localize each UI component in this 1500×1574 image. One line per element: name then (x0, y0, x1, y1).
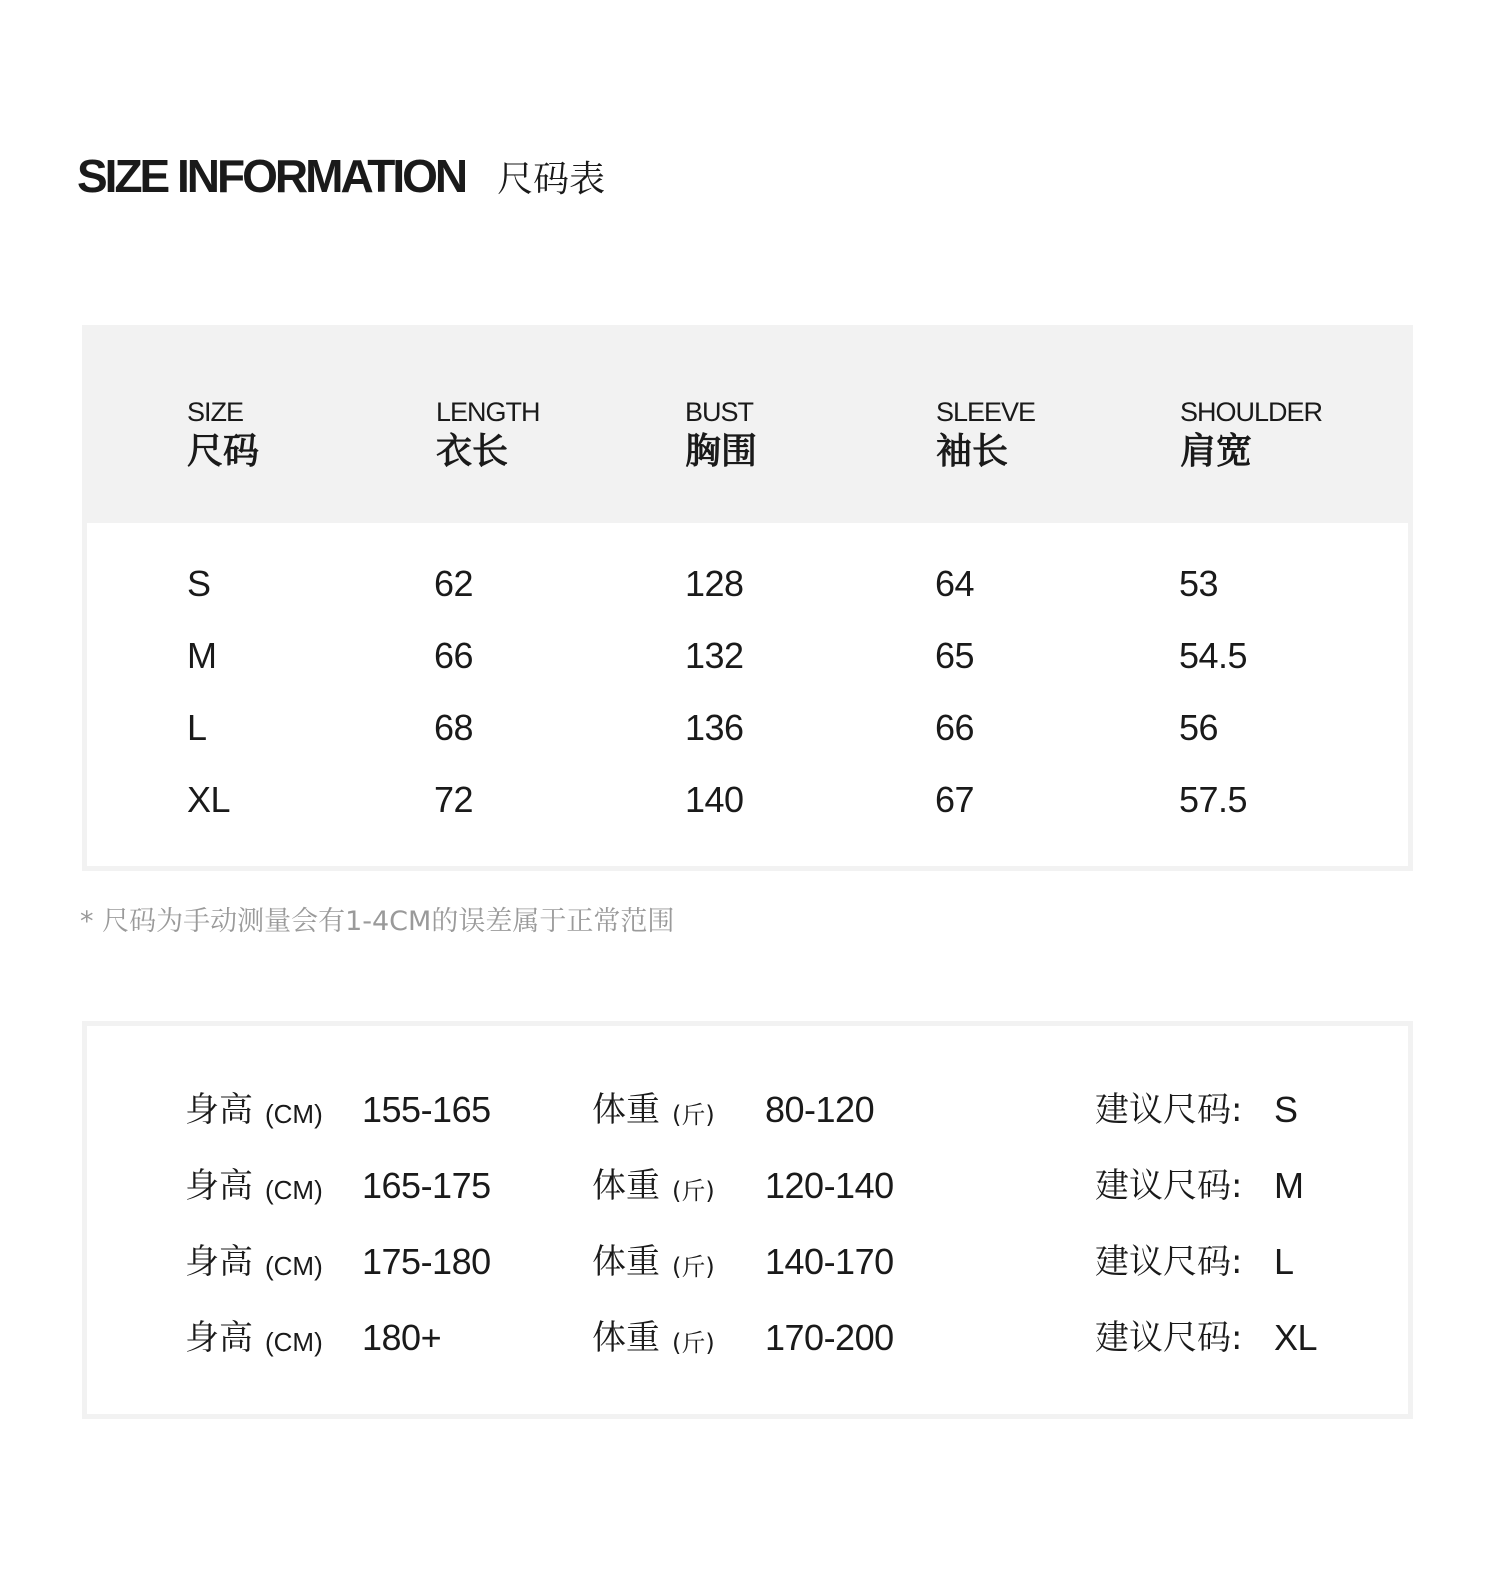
header-length (436, 396, 540, 474)
header-sleeve-en: SLEEVE (936, 397, 1036, 427)
size-table (82, 325, 1413, 871)
cell-shoulder: 56 (1179, 707, 1219, 748)
cell-size: M (187, 635, 217, 676)
weight-value: 80-120 (765, 1089, 875, 1130)
size-table-header (87, 330, 1408, 523)
height-unit: (CM) (265, 1175, 323, 1205)
cell-sleeve: 65 (935, 635, 975, 676)
weight-value: 170-200 (765, 1317, 894, 1358)
cell-length: 68 (434, 707, 474, 748)
weight-label (592, 1300, 715, 1383)
table-row (87, 548, 1408, 620)
height-value: 165-175 (362, 1165, 491, 1206)
height-label-text: 身高 (185, 1318, 253, 1358)
weight-label-text: 体重 (592, 1318, 660, 1358)
header-size-cn: 尺码 (187, 431, 260, 472)
weight-unit: (斤) (672, 1101, 715, 1129)
header-bust (685, 396, 757, 474)
header-shoulder-cn: 肩宽 (1180, 431, 1253, 472)
suggest-size: S (1274, 1089, 1298, 1130)
cell-size: L (187, 707, 207, 748)
suggest-size: M (1274, 1165, 1304, 1206)
cell-shoulder: 53 (1179, 563, 1219, 604)
header-size-en: SIZE (187, 397, 244, 427)
cell-sleeve: 64 (935, 563, 975, 604)
height-label-text: 身高 (185, 1242, 253, 1282)
suggest-label: 建议尺码: (1095, 1318, 1243, 1358)
height-label (185, 1148, 323, 1231)
cell-bust: 132 (685, 635, 744, 676)
weight-unit: (斤) (672, 1329, 715, 1357)
height-label-text: 身高 (185, 1090, 253, 1130)
table-row (87, 692, 1408, 764)
weight-label-text: 体重 (592, 1090, 660, 1130)
size-recommendation-table (82, 1021, 1413, 1419)
height-value: 175-180 (362, 1241, 491, 1282)
title-english: SIZE INFORMATION (77, 150, 466, 202)
cell-bust: 140 (685, 779, 744, 820)
header-size (187, 396, 259, 474)
height-value: 155-165 (362, 1089, 491, 1130)
cell-length: 66 (434, 635, 474, 676)
header-sleeve-cn: 袖长 (936, 431, 1009, 472)
header-bust-cn: 胸围 (685, 431, 758, 472)
weight-label-text: 体重 (592, 1166, 660, 1206)
cell-shoulder: 54.5 (1179, 635, 1248, 676)
cell-sleeve: 66 (935, 707, 975, 748)
cell-shoulder: 57.5 (1179, 779, 1248, 820)
list-item (87, 1300, 1408, 1376)
weight-unit: (斤) (672, 1177, 715, 1205)
title-chinese: 尺码表 (497, 158, 606, 200)
header-sleeve (936, 396, 1035, 474)
height-label (185, 1300, 323, 1383)
table-row (87, 620, 1408, 692)
height-unit: (CM) (265, 1327, 323, 1357)
cell-length: 62 (434, 563, 474, 604)
table-row (87, 764, 1408, 836)
suggest-size: L (1274, 1241, 1294, 1282)
list-item (87, 1224, 1408, 1300)
header-length-cn: 衣长 (436, 431, 509, 472)
weight-label (592, 1224, 715, 1307)
weight-value: 140-170 (765, 1241, 894, 1282)
height-label (185, 1224, 323, 1307)
page-title (77, 148, 605, 204)
weight-label-text: 体重 (592, 1242, 660, 1282)
suggest-label: 建议尺码: (1095, 1090, 1243, 1130)
header-shoulder (1180, 396, 1322, 474)
weight-label (592, 1072, 715, 1155)
weight-unit: (斤) (672, 1253, 715, 1281)
suggest-label: 建议尺码: (1095, 1166, 1243, 1206)
suggest-label: 建议尺码: (1095, 1242, 1243, 1282)
suggest-size: XL (1274, 1317, 1318, 1358)
cell-size: S (187, 563, 211, 604)
height-label-text: 身高 (185, 1166, 253, 1206)
header-length-en: LENGTH (436, 397, 540, 427)
list-item (87, 1072, 1408, 1148)
height-value: 180+ (362, 1317, 442, 1358)
cell-sleeve: 67 (935, 779, 975, 820)
cell-bust: 136 (685, 707, 744, 748)
cell-bust: 128 (685, 563, 744, 604)
measurement-note: * 尺码为手动测量会有1-4CM的误差属于正常范围 (80, 906, 675, 937)
height-unit: (CM) (265, 1251, 323, 1281)
list-item (87, 1148, 1408, 1224)
height-label (185, 1072, 323, 1155)
header-shoulder-en: SHOULDER (1180, 397, 1323, 427)
cell-length: 72 (434, 779, 474, 820)
height-unit: (CM) (265, 1099, 323, 1129)
cell-size: XL (187, 779, 231, 820)
header-bust-en: BUST (685, 397, 754, 427)
weight-value: 120-140 (765, 1165, 894, 1206)
weight-label (592, 1148, 715, 1231)
